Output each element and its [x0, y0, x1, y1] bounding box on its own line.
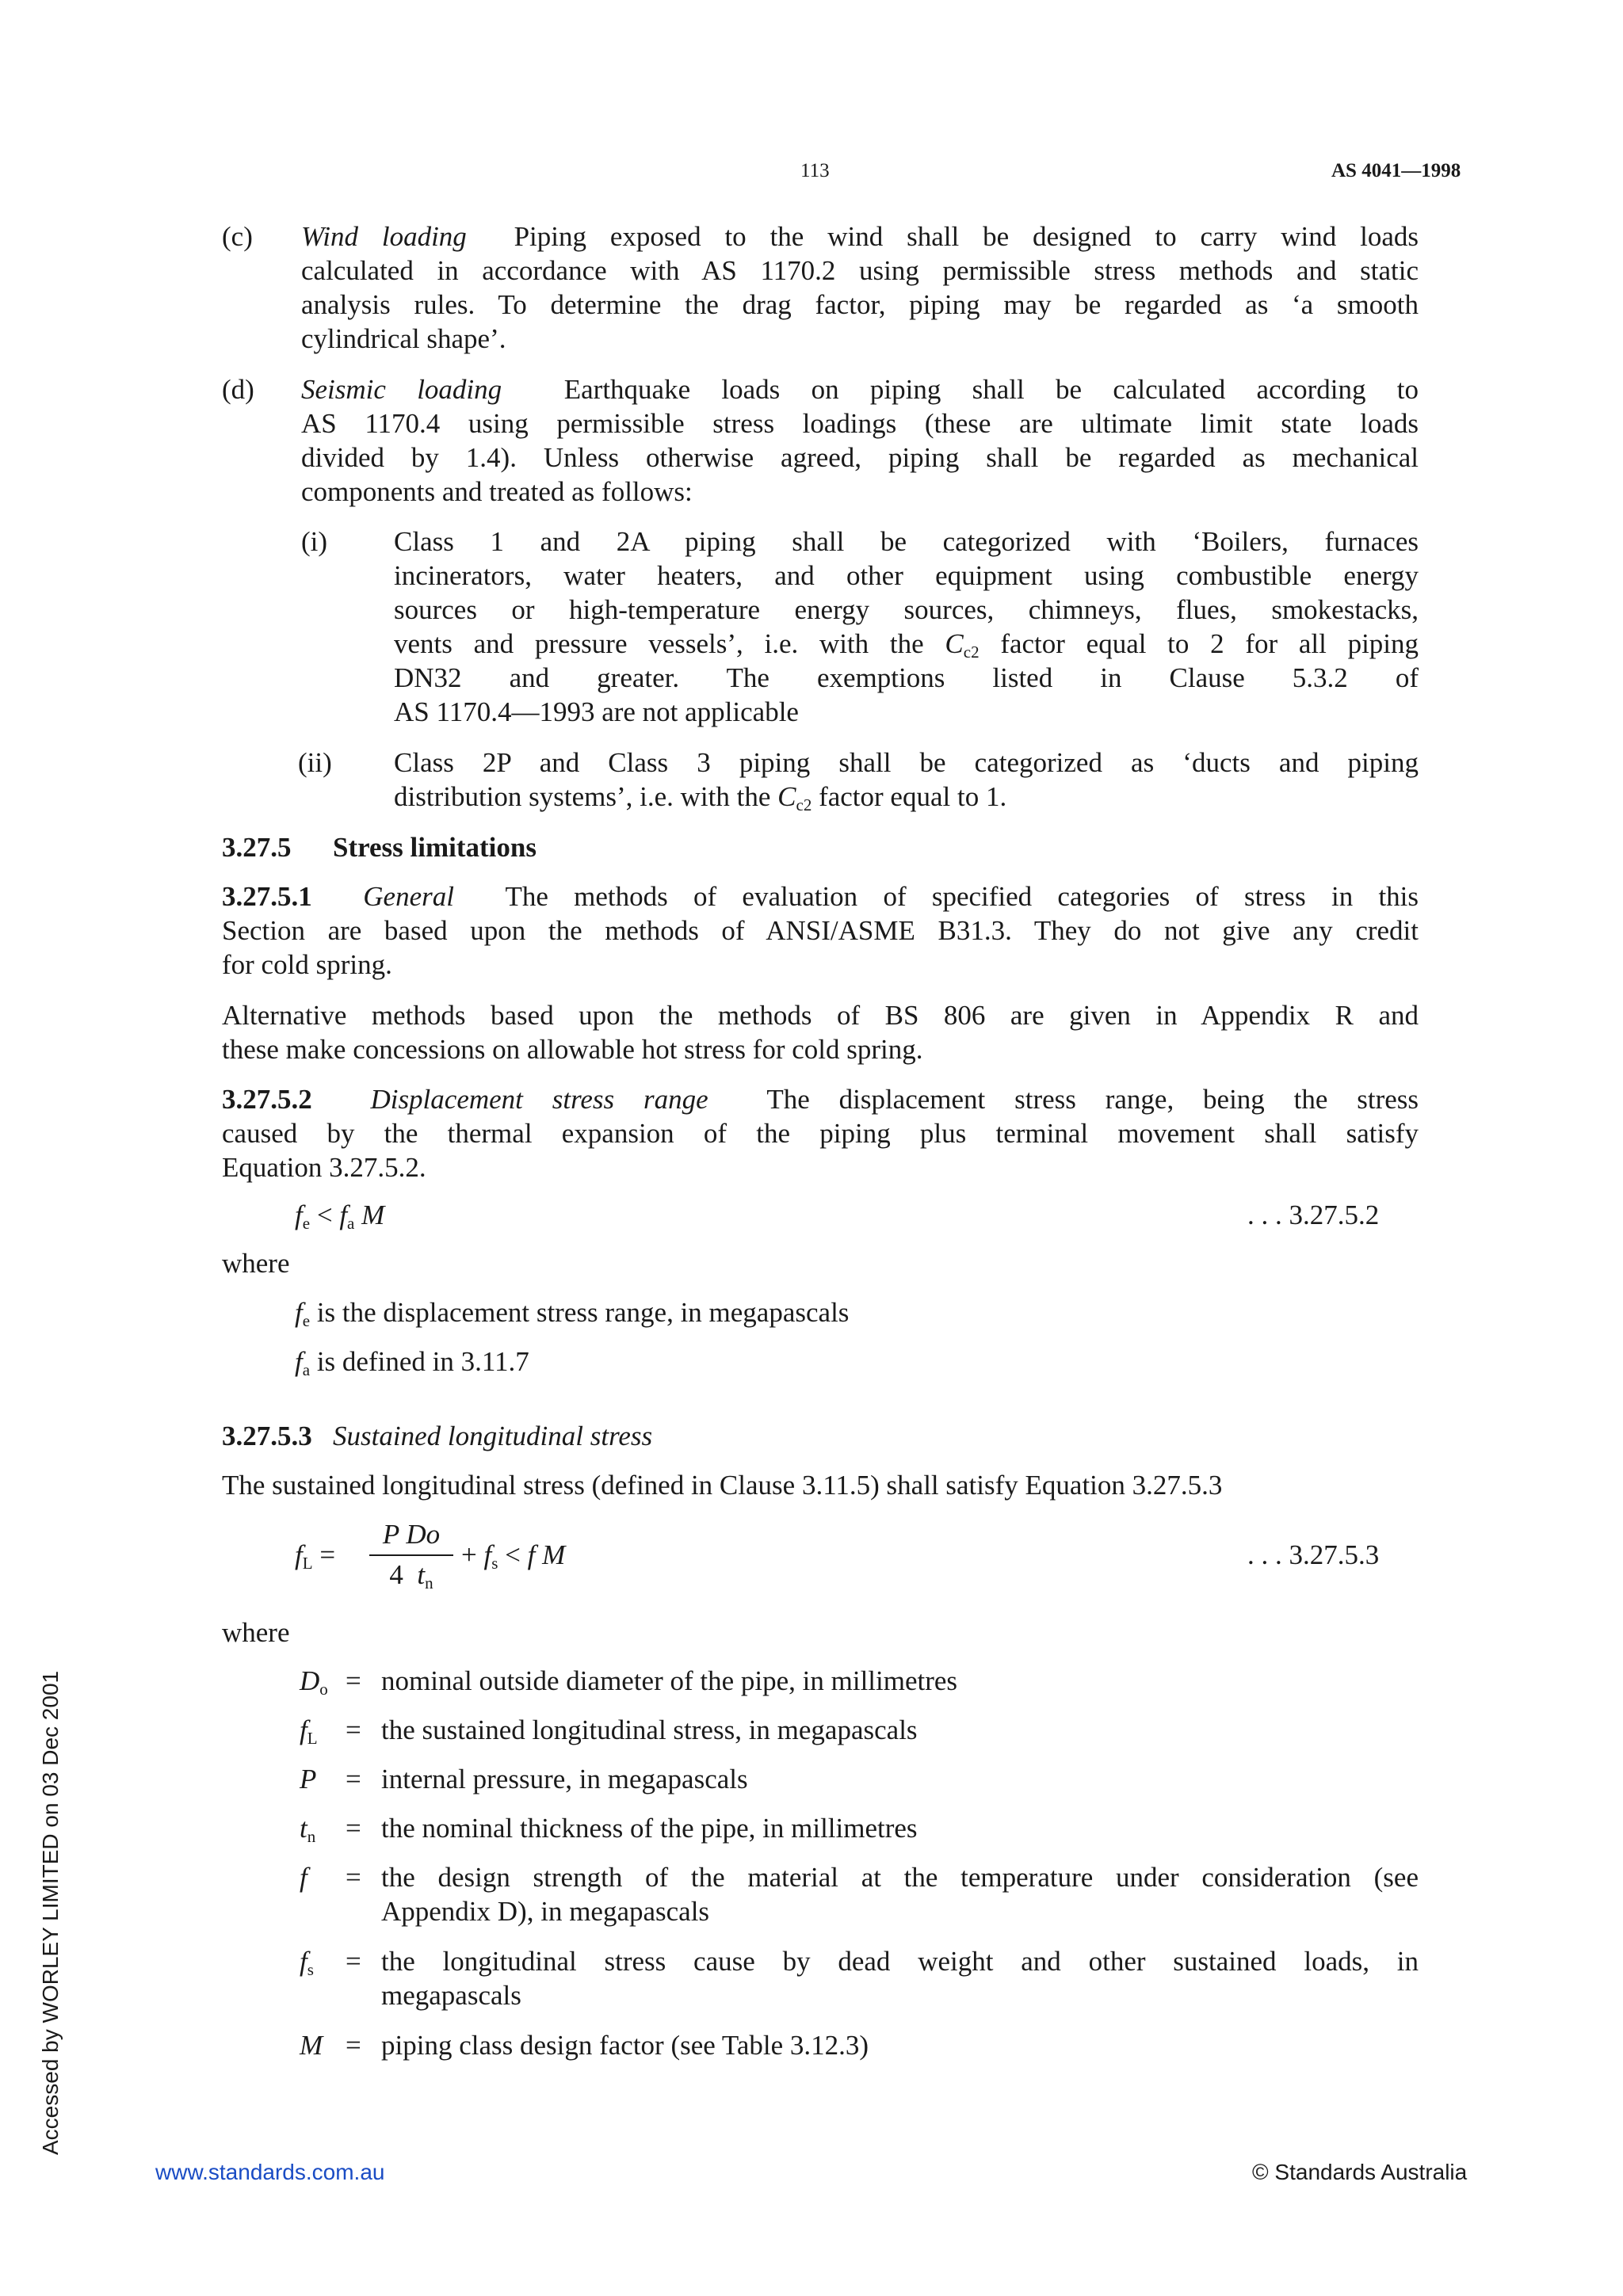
- def-text-f-2: Appendix D), in megapascals: [381, 1896, 710, 1927]
- def-sym-tn: $t_n$: [300, 1813, 316, 1846]
- def-text-M: piping class design factor (see Table 3.12.3): [381, 2030, 869, 2061]
- clause-32753-number: 3.27.5.3: [222, 1421, 312, 1451]
- def-text-fs-2: megapascals: [381, 1980, 521, 2011]
- clause-32753-title: Sustained longitudinal stress: [333, 1421, 653, 1451]
- def-eq-tn: =: [346, 1813, 361, 1844]
- standard-designation: AS 4041—1998: [1331, 160, 1461, 181]
- clause-32752-number: 3.27.5.2: [222, 1084, 312, 1115]
- clause-32752-line-1: 3.27.5.2 Displacement stress range The displacement stress range, being the stress: [222, 1084, 1419, 1115]
- def-text-Do: nominal outside diameter of the pipe, in millimetres: [381, 1665, 958, 1696]
- standards-website-link[interactable]: www.standards.com.au: [155, 2160, 385, 2184]
- def-sym-fs: $f_s$: [300, 1946, 314, 1979]
- sub-i-line-1: Class 1 and 2A piping shall be categorized with ‘Boilers, furnaces: [394, 526, 1419, 557]
- page-number: 113: [800, 160, 830, 181]
- equation-32753-fraction-bar: [369, 1554, 453, 1556]
- clause-32751-para2-line-1: Alternative methods based upon the methods of BS 806 are given in Appendix R and: [222, 1000, 1419, 1031]
- def-sym-f: f: [300, 1862, 307, 1893]
- equation-32753-rhs: + $f_s < f$ M: [461, 1539, 566, 1573]
- clause-32752-line-2: caused by the thermal expansion of the piping plus terminal movement shall satisfy: [222, 1118, 1419, 1149]
- item-c-title: Wind loading: [301, 221, 467, 252]
- def-eq-f: =: [346, 1862, 361, 1893]
- symbol-Cc2-2: $C_{c2}$: [777, 781, 812, 814]
- item-d-line-4: components and treated as follows:: [301, 476, 693, 507]
- def-sym-fL: $f_L$: [300, 1714, 318, 1748]
- def-fe: $f_e$ is the displacement stress range, in megapascals: [295, 1297, 850, 1330]
- def-sym-P: P: [300, 1764, 317, 1794]
- symbol-Cc2: $C_{c2}$: [945, 628, 980, 662]
- sub-i-line-5: DN32 and greater. The exemptions listed in Clause 5.3.2 of: [394, 662, 1419, 693]
- def-sym-Do: $D_o$: [300, 1665, 328, 1699]
- item-c-line-4: cylindrical shape’.: [301, 323, 506, 354]
- clause-32753-intro: The sustained longitudinal stress (defined in Clause 3.11.5) shall satisfy Equation 3.27.5.3: [222, 1470, 1223, 1501]
- def-eq-M: =: [346, 2030, 361, 2061]
- def-text-fs-1: the longitudinal stress cause by dead weight and other sustained loads, in: [381, 1946, 1419, 1977]
- def-eq-fL: =: [346, 1714, 361, 1745]
- item-d-marker: (d): [222, 374, 254, 405]
- section-3275-number: 3.27.5: [222, 832, 292, 863]
- def-fa: $f_a$ is defined in 3.11.7: [295, 1346, 529, 1379]
- item-d-line-3: divided by 1.4). Unless otherwise agreed, piping shall be regarded as mechanical: [301, 442, 1419, 473]
- def-text-P: internal pressure, in megapascals: [381, 1764, 748, 1794]
- sub-i-line-3: sources or high-temperature energy sources, chimneys, flues, smokestacks,: [394, 594, 1419, 625]
- clause-32751-line-3: for cold spring.: [222, 949, 392, 980]
- clause-32752-title: Displacement stress range: [370, 1084, 708, 1115]
- copyright-notice: © Standards Australia: [1252, 2160, 1468, 2184]
- clause-32751-line-2: Section are based upon the methods of ANSI/ASME B31.3. They do not give any credit: [222, 915, 1419, 946]
- def-eq-fs: =: [346, 1946, 361, 1977]
- sub-i-marker: (i): [301, 526, 328, 557]
- def-eq-P: =: [346, 1764, 361, 1794]
- item-d-line-1: Seismic loading Earthquake loads on piping shall be calculated according to: [301, 374, 1419, 405]
- item-d-title: Seismic loading: [301, 374, 502, 405]
- def-text-f-1: the design strength of the material at the temperature under consideration (see: [381, 1862, 1419, 1893]
- item-c-line-2: calculated in accordance with AS 1170.2 using permissible stress methods and static: [301, 255, 1419, 286]
- sub-ii-line-2: distribution systems’, i.e. with the $C_{c2}$ factor equal to 1.: [394, 781, 1007, 814]
- sub-ii-line-1: Class 2P and Class 3 piping shall be categorized as ‘ducts and piping: [394, 747, 1419, 778]
- def-sym-M: M: [300, 2030, 323, 2061]
- item-c-line-1: Wind loading Piping exposed to the wind shall be designed to carry wind loads: [301, 221, 1419, 252]
- equation-32753-number: . . . 3.27.5.3: [1247, 1539, 1380, 1570]
- def-text-tn: the nominal thickness of the pipe, in millimetres: [381, 1813, 918, 1844]
- clause-32751-para2-line-2: these make concessions on allowable hot stress for cold spring.: [222, 1034, 923, 1065]
- clause-32751-line-1: 3.27.5.1 General The methods of evaluation of specified categories of stress in this: [222, 881, 1419, 912]
- sub-i-line-6: AS 1170.4—1993 are not applicable: [394, 696, 799, 727]
- def-text-fL: the sustained longitudinal stress, in megapascals: [381, 1714, 918, 1745]
- def-eq-Do: =: [346, 1665, 361, 1696]
- equation-32752: $f_e < f_a$ M: [295, 1199, 385, 1233]
- sub-i-line-4: vents and pressure vessels’, i.e. with the $C_{c2}$ factor equal to 2 for all piping: [394, 628, 1419, 662]
- equation-32753-lhs: $f_L$ =: [295, 1539, 336, 1573]
- sub-ii-marker: (ii): [298, 747, 332, 778]
- item-d-line-2: AS 1170.4 using permissible stress loadings (these are ultimate limit state loads: [301, 408, 1419, 439]
- sub-i-line-2: incinerators, water heaters, and other equipment using combustible energy: [394, 560, 1419, 591]
- item-c-marker: (c): [222, 221, 253, 252]
- section-3275-title: Stress limitations: [333, 832, 537, 863]
- item-c-line-3: analysis rules. To determine the drag factor, piping may be regarded as ‘a smooth: [301, 289, 1419, 320]
- equation-32753-denominator: 4 $t_n$: [389, 1559, 433, 1592]
- clause-32751-number: 3.27.5.1: [222, 881, 312, 912]
- clause-32751-title: General: [363, 881, 454, 912]
- clause-32753-heading: [222, 1419, 652, 1453]
- where-label-1: where: [222, 1248, 290, 1279]
- equation-32752-number: . . . 3.27.5.2: [1247, 1199, 1380, 1230]
- equation-32753-numerator: P Do: [382, 1519, 441, 1550]
- where-label-2: where: [222, 1617, 290, 1648]
- clause-32752-line-3: Equation 3.27.5.2.: [222, 1152, 426, 1183]
